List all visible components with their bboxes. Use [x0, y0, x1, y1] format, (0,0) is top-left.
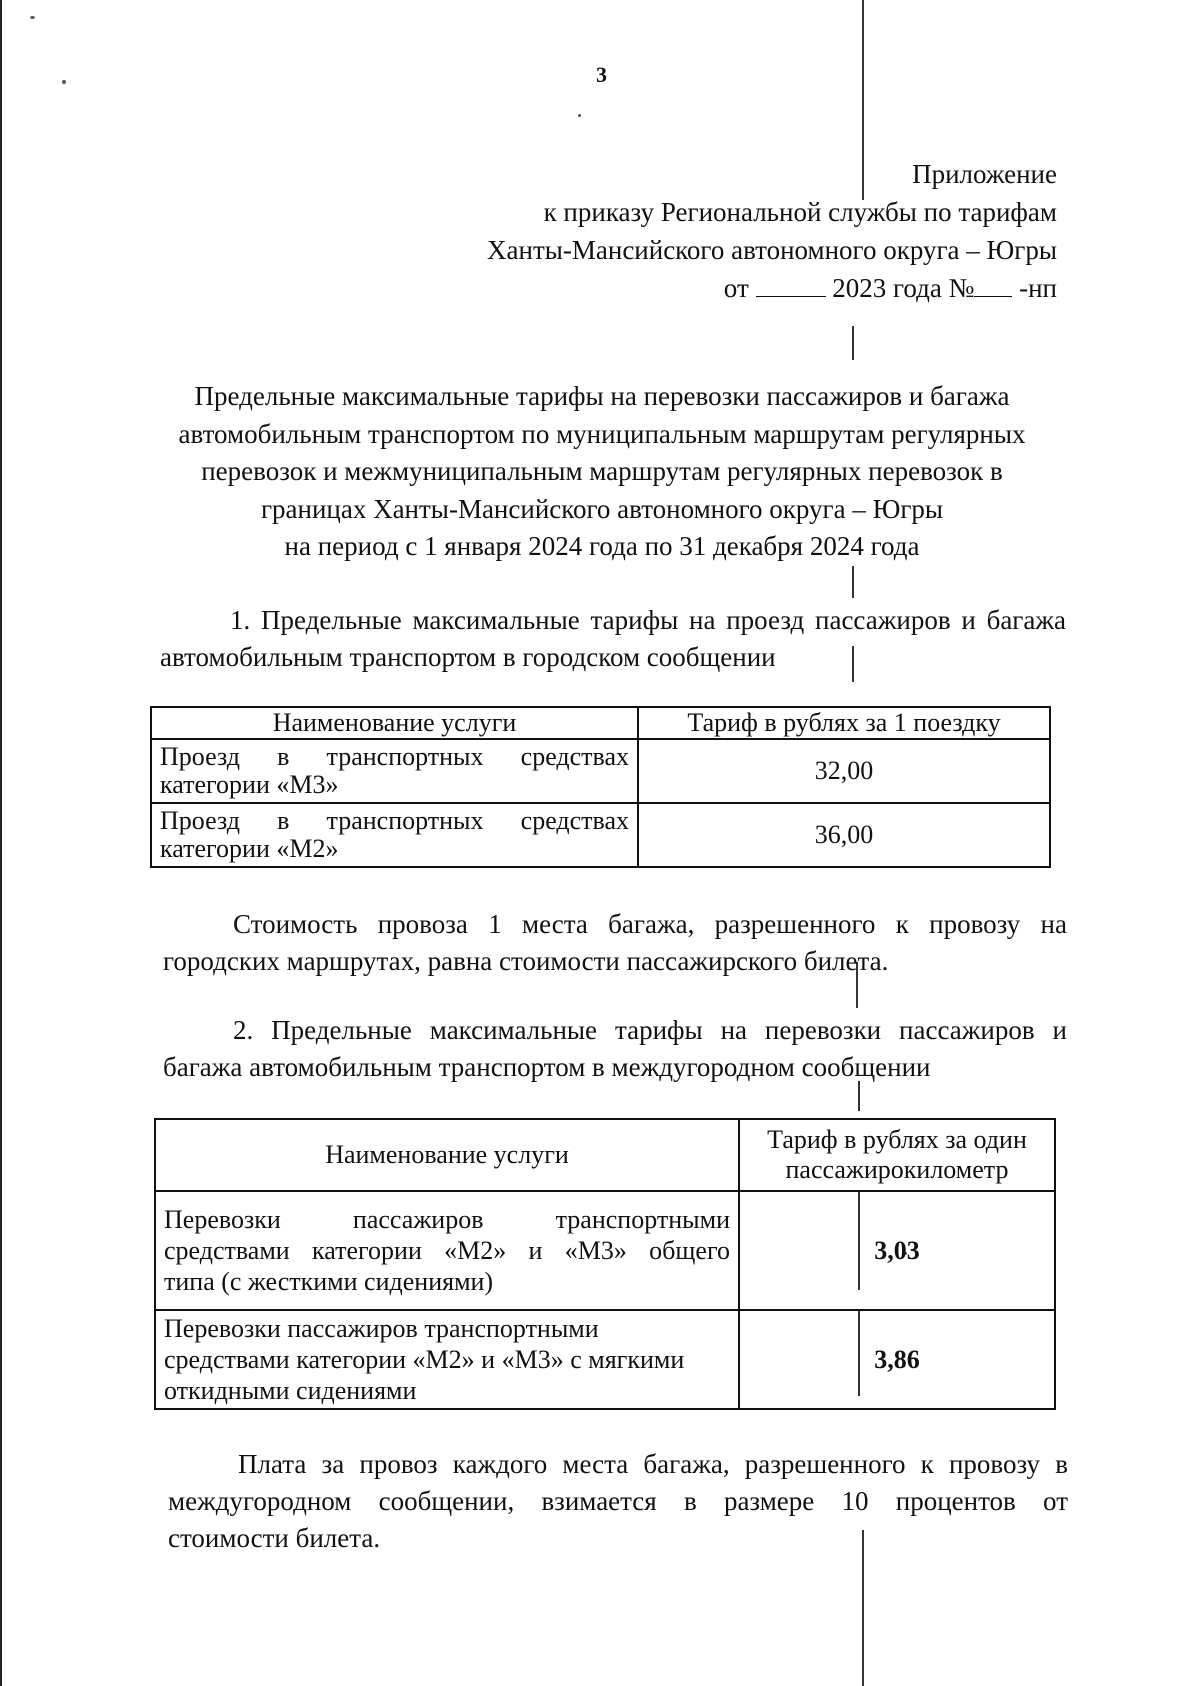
service-name-cell — [151, 803, 638, 867]
service-name-line: категории «М3» — [160, 770, 339, 799]
appendix-region: Ханты-Мансийского автономного округа – Югры — [487, 235, 1057, 265]
section-1-line: 1. Предельные максимальные тарифы на проезд пассажиров и багажа — [230, 605, 1066, 635]
service-name-line: Проезд в транспортных средствах — [160, 742, 629, 771]
title-line: границах Ханты-Мансийского автономного округа – Югры — [260, 493, 944, 524]
service-name-line: Перевозки пассажиров транспортными — [164, 1205, 730, 1234]
table-header-row — [151, 707, 1050, 739]
table-row — [155, 1310, 1055, 1409]
title-line: на период с 1 января 2024 года по 31 декабря 2024 года — [284, 531, 920, 561]
date-year: 2023 года № — [832, 273, 975, 303]
table-header-cell: Наименование услуги — [155, 1119, 739, 1191]
appendix-order-ref: к приказу Региональной службы по тарифам — [543, 197, 1057, 227]
service-name-line: откидными сидениями — [164, 1376, 417, 1405]
service-name-line: категории «М2» — [160, 834, 339, 863]
table-row — [151, 739, 1050, 803]
service-name-line: типа (с жесткими сидениями) — [164, 1267, 494, 1296]
date-suffix: -нп — [1019, 273, 1057, 303]
city-tariff-table — [150, 706, 1051, 868]
service-name-cell — [155, 1191, 739, 1310]
title-line: автомобильным транспортом по муниципальным маршрутам регулярных — [178, 418, 1026, 449]
service-name-line: средствами категории «М2» и «М3» общего — [164, 1236, 730, 1265]
section-2-heading — [163, 1012, 1067, 1086]
intercity-tariff-table — [154, 1118, 1056, 1410]
paragraph-line: междугородном сообщении, взимается в размере 10 процентов от — [168, 1486, 1068, 1516]
scan-artifact-line — [852, 566, 854, 598]
number-blank — [974, 274, 1012, 297]
section-2-line: багажа автомобильным транспортом в междугородном сообщении — [163, 1052, 931, 1082]
service-name-line: Проезд в транспортных средствах — [160, 806, 629, 835]
table-header-cell: Тариф в рублях за 1 поездку — [638, 707, 1050, 739]
table-row — [155, 1191, 1055, 1310]
tariff-value-cell: 3,03 — [739, 1191, 1055, 1310]
paragraph-line: стоимости билета. — [168, 1523, 381, 1553]
service-name-line: Перевозки пассажиров транспортными — [164, 1314, 599, 1343]
date-blank — [756, 274, 826, 297]
scan-artifact-line — [852, 326, 854, 360]
appendix-date-line — [487, 269, 1057, 307]
paragraph-line: Стоимость провоза 1 места багажа, разрешенного к провозу на — [233, 909, 1067, 939]
tariff-value-cell: 36,00 — [638, 803, 1050, 867]
service-name-line: средствами категории «М2» и «М3» с мягкими — [164, 1345, 685, 1374]
paragraph-line: городских маршрутах, равна стоимости пассажирского билета. — [163, 946, 889, 976]
table-header-cell: Наименование услуги — [151, 707, 638, 739]
title-line: Предельные максимальные тарифы на перевозки пассажиров и багажа — [194, 381, 1010, 411]
appendix-label: Приложение — [912, 159, 1057, 189]
scan-speck — [30, 16, 35, 19]
service-name-cell — [155, 1310, 739, 1409]
scan-speck — [62, 80, 66, 84]
section-1-heading — [160, 602, 1066, 676]
appendix-header — [487, 155, 1057, 307]
table-header-cell — [739, 1119, 1055, 1191]
section-2-line: 2. Предельные максимальные тарифы на перевозки пассажиров и — [233, 1015, 1067, 1045]
header-line: Тариф в рублях за один — [767, 1125, 1027, 1154]
intercity-baggage-paragraph — [168, 1446, 1068, 1557]
scan-left-edge — [0, 0, 2, 1686]
document-title — [140, 378, 1064, 566]
scan-speck — [578, 114, 581, 117]
city-baggage-paragraph — [163, 906, 1067, 980]
section-1-line: автомобильным транспортом в городском сообщении — [160, 642, 776, 672]
tariff-value-cell: 3,86 — [739, 1310, 1055, 1409]
service-name-cell — [151, 739, 638, 803]
tariff-value-cell: 32,00 — [638, 739, 1050, 803]
header-line: пассажирокилометр — [785, 1155, 1009, 1184]
page-number: 3 — [596, 62, 607, 87]
table-header-row — [155, 1119, 1055, 1191]
paragraph-line: Плата за провоз каждого места багажа, разрешенного к провозу в — [238, 1449, 1068, 1479]
table-row — [151, 803, 1050, 867]
title-line: перевозок и межмуниципальным маршрутам регулярных перевозок в — [201, 456, 1003, 486]
date-prefix: от — [723, 273, 749, 303]
